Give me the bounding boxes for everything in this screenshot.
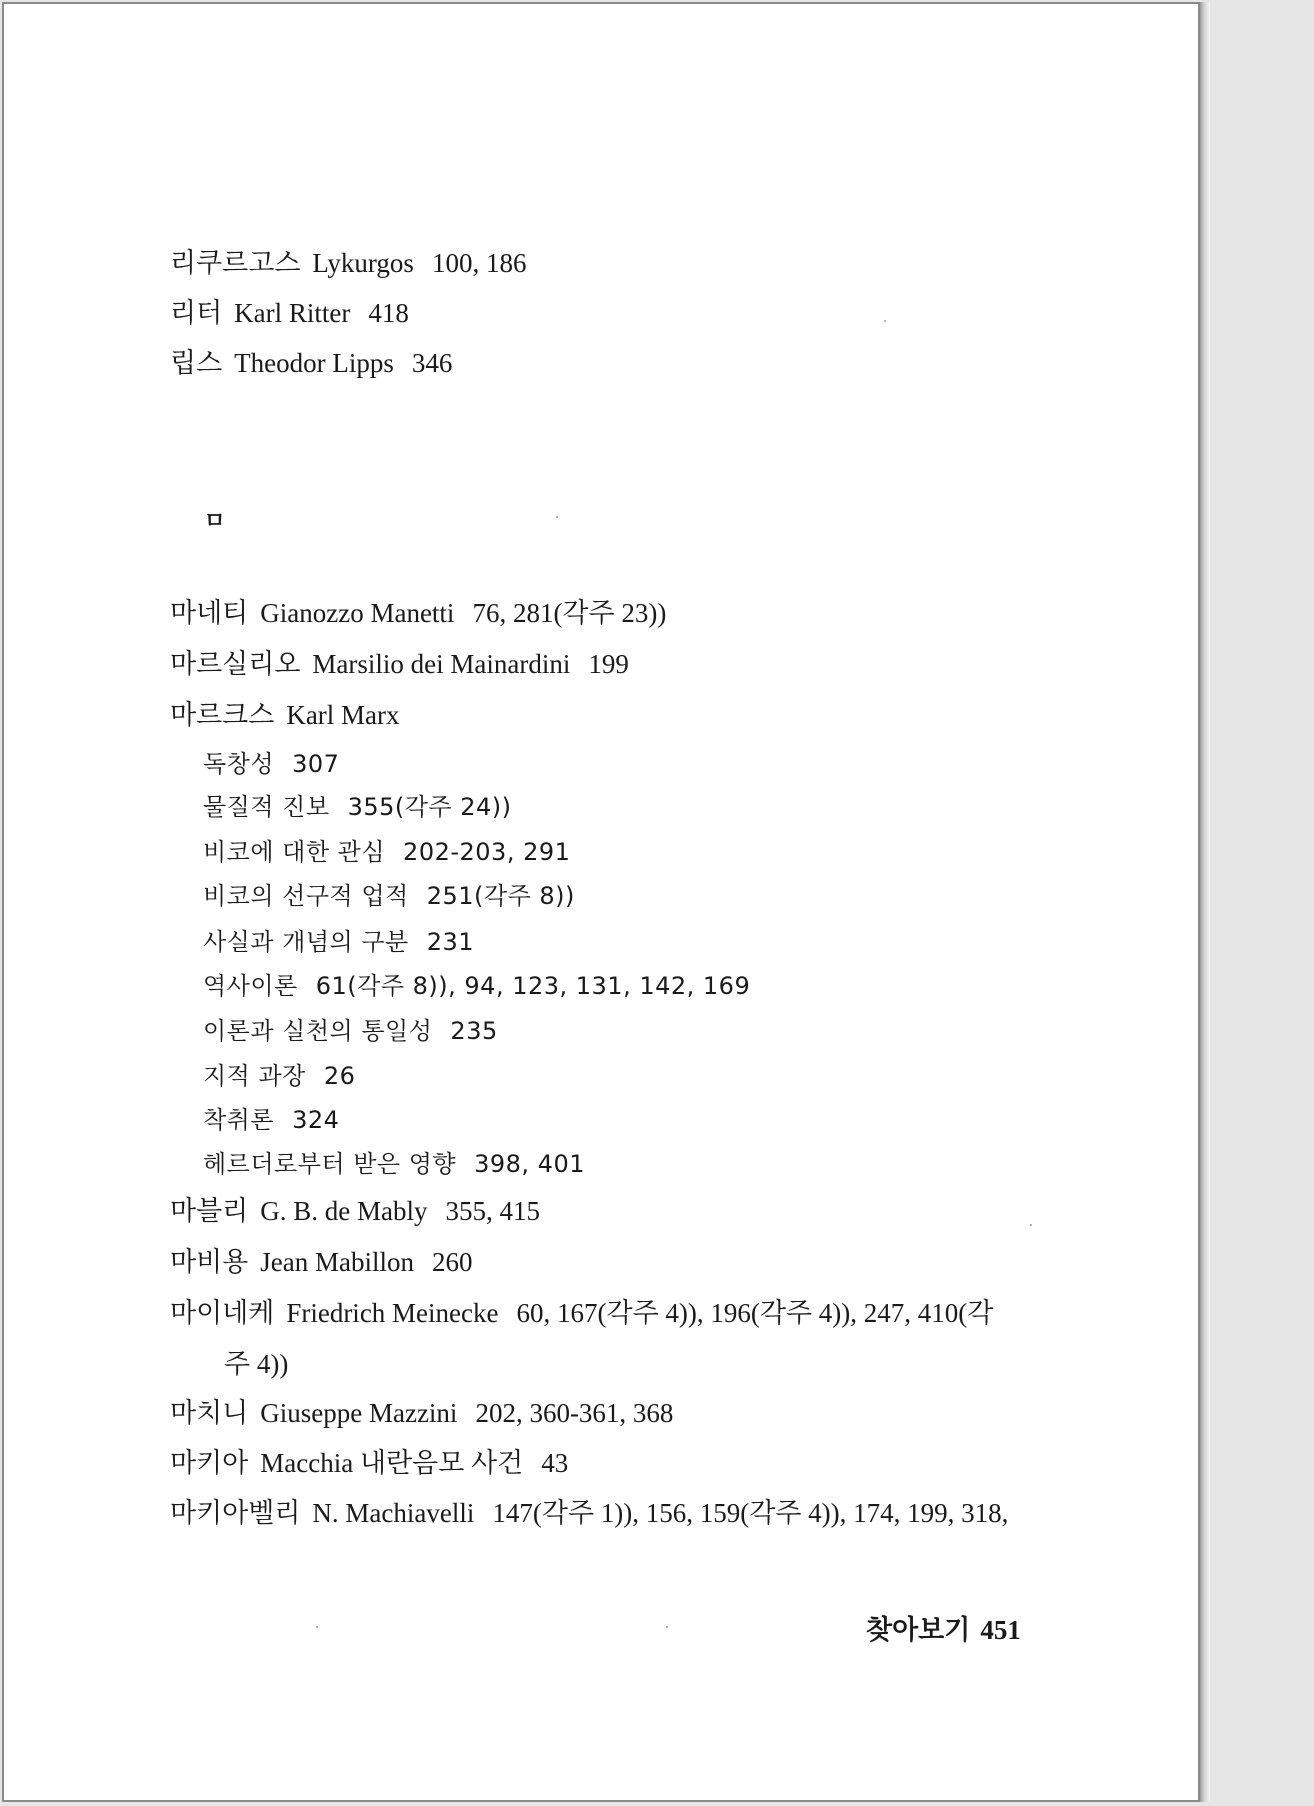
index-entry: 마블리 G. B. de Mably 355, 415 bbox=[170, 1196, 540, 1226]
index-subentry: 헤르더로부터 받은 영향 398, 401 bbox=[203, 1150, 585, 1178]
index-subentry: 비코의 선구적 업적 251(각주 8)) bbox=[203, 882, 575, 910]
footer-label: 찾아보기 bbox=[866, 1615, 971, 1645]
index-subentry: 물질적 진보 355(각주 24)) bbox=[203, 793, 512, 821]
index-entry: 마키아벨리 N. Machiavelli 147(각주 1)), 156, 159(각주 4)), 174, 199, 318, bbox=[170, 1498, 1009, 1528]
scan-speck bbox=[556, 516, 558, 518]
section-heading: ㅁ bbox=[204, 509, 226, 534]
page-edge bbox=[1200, 2, 1210, 1802]
index-entry: 립스 Theodor Lipps 346 bbox=[170, 348, 453, 378]
index-subentry: 독창성 307 bbox=[203, 750, 340, 778]
index-subentry: 비코에 대한 관심 202-203, 291 bbox=[203, 838, 571, 866]
index-entry: 마르크스 Karl Marx bbox=[170, 700, 400, 730]
page-number: 451 bbox=[980, 1615, 1021, 1645]
index-entry: 마치니 Giuseppe Mazzini 202, 360-361, 368 bbox=[170, 1398, 674, 1428]
index-entry-continuation: 주 4)) bbox=[224, 1349, 289, 1379]
index-subentry: 사실과 개념의 구분 231 bbox=[203, 928, 475, 956]
index-subentry: 이론과 실천의 통일성 235 bbox=[203, 1017, 498, 1045]
index-subentry: 지적 과장 26 bbox=[203, 1062, 356, 1090]
index-entry: 마이네케 Friedrich Meinecke 60, 167(각주 4)), 196(각주 4)), 247, 410(각 bbox=[170, 1298, 994, 1328]
scan-speck bbox=[1030, 1224, 1032, 1226]
index-entry: 마키아 Macchia 내란음모 사건 43 bbox=[170, 1448, 569, 1478]
index-subentry: 착취론 324 bbox=[203, 1106, 340, 1134]
index-entry: 리터 Karl Ritter 418 bbox=[170, 298, 409, 328]
index-entry: 마네티 Gianozzo Manetti 76, 281(각주 23)) bbox=[170, 598, 667, 628]
index-subentry: 역사이론 61(각주 8)), 94, 123, 131, 142, 169 bbox=[203, 972, 751, 1000]
page-footer bbox=[866, 1608, 1021, 1647]
scan-speck bbox=[884, 320, 886, 322]
scan-speck bbox=[666, 1626, 668, 1628]
index-entry: 마르실리오 Marsilio dei Mainardini 199 bbox=[170, 649, 629, 679]
index-entry: 마비용 Jean Mabillon 260 bbox=[170, 1247, 473, 1277]
scan-speck bbox=[316, 1626, 318, 1628]
index-entry: 리쿠르고스 Lykurgos 100, 186 bbox=[170, 248, 527, 278]
